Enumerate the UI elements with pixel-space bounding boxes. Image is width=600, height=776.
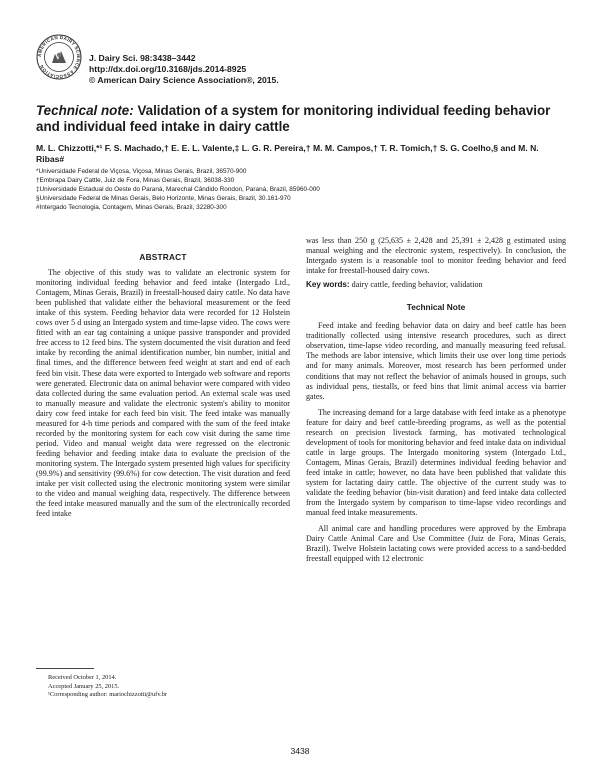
body-paragraph-1: Feed intake and feeding behavior data on dairy and beef cattle has been traditionally collected using intensive research procedures, such as direct observation, time-lapse video recording, and manually measuring feed refusal. The methods are labor intensive, which limits their use over long time periods and for many animals. Moreover, most research has been performed under conditions that may not reflect the behavior of animals housed in groups, such as individual pens, tiestalls, or feed bins that limit animal access via barrier gates.: [306, 321, 566, 401]
author-list: M. L. Chizzotti,*¹ F. S. Machado,† E. E. L. Valente,‡ L. G. R. Pereira,† M. M. Campos,† T. R. Tomich,† S. G. Coelho,§ and M. N. Ribas#: [36, 143, 539, 165]
left-column: [36, 252, 290, 519]
corresponding-author: ¹Corresponding author: mariochizzotti@ufv.br: [48, 691, 168, 699]
ads-association-seal-logo: [36, 34, 82, 80]
affiliation-5: #Intergado Tecnologia, Contagem, Minas Gerais, Brazil, 32280-300: [36, 204, 227, 212]
copyright-line: © American Dairy Science Association®, 2015.: [89, 75, 279, 86]
doi-link[interactable]: http://dx.doi.org/10.3168/jds.2014-8925: [89, 64, 247, 75]
abstract-text: The objective of this study was to validate an electronic system for monitoring individual feeding behavior and feed intake (Intergado Ltd., Contagem, Minas Gerais, Brazil) in freestall-housed dairy cattle. No data have been published that validate either the behavioral measurement or the feed intake of this system. Feeding behavior data were recorded for 12 Holstein cows over 5 d using an Intergado system and time-lapse video. The cows were fitted with an ear tag containing a unique passive transponder and provided free access to 12 feed bins. The system documented the visit duration and feed intake by recording the animal identification number, bin number, initial and final times, and the difference between feed weight at start and end of each feed bin visit. These data were exported to Intergado web software and reports were generated. Electronic data on animal behavior were compared with video data collected during the same evaluation period. An external scale was used to manually measure and validate the electronic system's ability to monitor dairy cow feed intake for each feed bin visit. The feed intake was manually measured for 4-h time periods and compared with the sum of the feed intake recorded by the monitoring system for each cow visit during the same time period. Video and manual weight data were regressed on the electronic feeding behavior and feeding intake data to evaluate the precision of the monitoring system. The Intergado system presented high values for specificity (99.9%) and sensitivity (99.6%) for cow detection. The visit duration and feed intake per visit collected using the electronic monitoring system were similar to the video and manual weighing data, respectively. The difference between the feed intake measured manually and the sum of the electronically recorded feed intake: [36, 268, 290, 519]
technical-note-label: Technical note:: [36, 103, 134, 118]
affiliations: [36, 167, 566, 212]
article-title: [36, 103, 566, 135]
accepted-date: Accepted January 25, 2015.: [48, 682, 120, 690]
body-paragraph-3: All animal care and handling procedures were approved by the Embrapa Dairy Cattle Animal Care and Use Committee (Juiz de Fora, Minas Gerais, Brazil). Twelve Holstein lactating cows were provided access to a sand-bedded freestall equipped with 12 electronic: [306, 524, 566, 564]
journal-volume-pages: J. Dairy Sci. 98:3438–3442: [89, 53, 196, 63]
affiliation-4: §Universidade Federal de Minas Gerais, Belo Horizonte, Minas Gerais, Brazil, 30.161-970: [36, 195, 291, 203]
keywords-text: dairy cattle, feeding behavior, validation: [349, 280, 483, 290]
footnotes: [48, 674, 288, 700]
right-column: [306, 236, 566, 564]
page-number: 3438: [290, 746, 310, 756]
affiliation-3: ‡Universidade Estadual do Oeste do Paraná, Marechal Cândido Rondon, Paraná, Brazil, 85960-000: [36, 186, 320, 194]
abstract-continuation: was less than 250 g (25,635 ± 2,428 and 25,391 ± 2,428 g estimated using manual weighing and the electronic system, respectively). In conclusion, the Intergado system is a reasonable tool to monitor feeding behavior and feed intake for freestall-housed dairy cows.: [306, 236, 566, 276]
body-paragraph-2: The increasing demand for a large database with feed intake as a phenotype feature for dairy and beef cattle-breeding programs, as well as the potential research on precision livestock farming, has motivated technological development of tools for monitoring behavior and feed intake data on individual cattle in large groups. The Intergado monitoring system (Intergado Ltd., Contagem, Minas Gerais, Brazil) determines individual feeding behavior and feed intake in cattle; however, no data have been published that validate this system for lactating dairy cattle. The objective of the current study was to validate the feeding behavior (bin-visit duration) and feed intake data collected from the Intergado system by comparison to time-lapse video recordings and manual feed intake measurements.: [306, 407, 566, 518]
abstract-heading: ABSTRACT: [139, 252, 187, 262]
journal-citation-block: [89, 53, 389, 87]
footnote-divider: [36, 668, 94, 669]
keywords: [306, 280, 566, 290]
keywords-label: Key words:: [306, 280, 350, 290]
affiliation-1: *Universidade Federal de Viçosa, Viçosa, Minas Gerais, Brazil, 36570-900: [36, 168, 247, 175]
svg-text:AMERICAN DAIRY SCIENCE ASSOCIA: AMERICAN DAIRY SCIENCE ASSOCIATION: [36, 34, 82, 80]
affiliation-2: †Embrapa Dairy Cattle, Juiz de Fora, Minas Gerais, Brazil, 36038-330: [36, 177, 235, 185]
received-date: Received October 1, 2014.: [48, 674, 117, 681]
technical-note-heading: Technical Note: [406, 302, 466, 313]
article-title-text: Validation of a system for monitoring individual feeding behavior and individual feed intake in dairy cattle: [36, 103, 551, 134]
